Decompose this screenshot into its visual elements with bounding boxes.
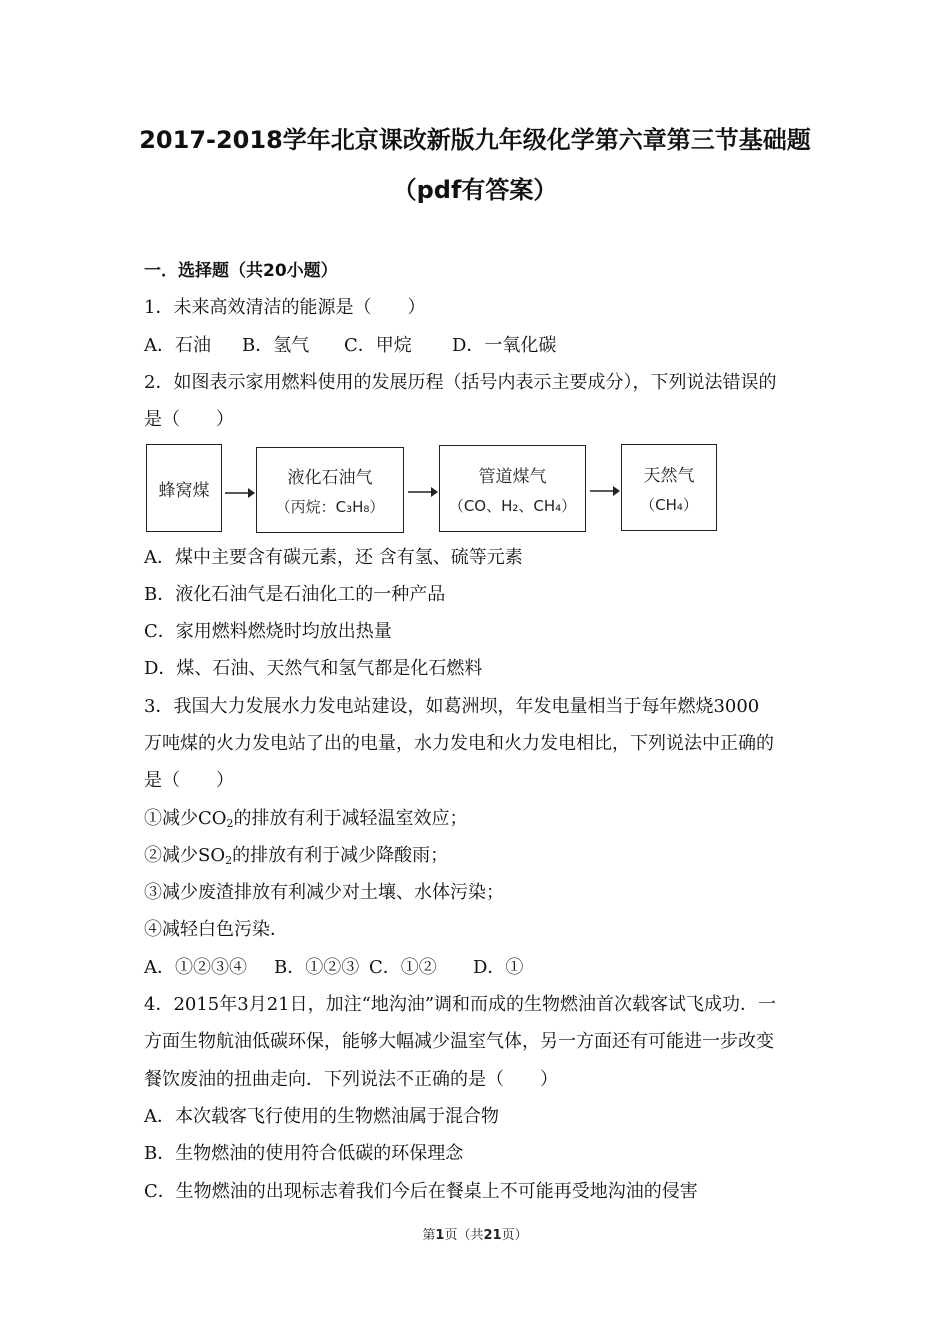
statement-2-subscript: 2 [225, 854, 233, 867]
q3-option-b: B．①②③ [274, 957, 360, 978]
page-total: 21 [483, 1228, 502, 1243]
page-footer [0, 1226, 950, 1246]
question-4-stem-line1: 4．2015年3月21日，加注“地沟油”调和而成的生物燃油首次载客试飞成功．一 [144, 994, 777, 1015]
q3-statement-3: ③减少废渣排放有利减少对土壤、水体污染； [144, 882, 504, 903]
question-2-stem-line1: 2．如图表示家用燃料使用的发展历程（括号内表示主要成分），下列说法错误的 [144, 372, 777, 393]
q1-option-d: D．一氧化碳 [452, 335, 557, 356]
statement-1-subscript: 2 [226, 817, 234, 830]
arrow-right-icon [589, 484, 621, 498]
q3-statement-4: ④减轻白色污染． [144, 919, 288, 940]
box-2-composition: （丙烷：C₃H₈） [275, 498, 385, 516]
diagram-box-lpg [256, 447, 404, 533]
page-number: 1 [435, 1228, 445, 1243]
box-3-name: 管道煤气 [478, 466, 547, 487]
box-4-composition: （CH₄） [640, 495, 698, 514]
q3-option-a: A．①②③④ [144, 957, 247, 978]
arrow-right-icon [224, 486, 256, 500]
question-3-stem-line1: 3．我国大力发展水力发电站建设，如葛洲坝，年发电量相当于每年燃烧3000 [144, 696, 760, 717]
q1-option-b: B．氢气 [242, 335, 310, 356]
statement-1-text-b: 的排放有利于减轻温室效应； [233, 808, 468, 829]
question-3-options [144, 956, 523, 980]
question-4-stem-line2: 方面生物航油低碳环保，能够大幅减少温室气体，另一方面还有可能进一步改变 [144, 1031, 774, 1052]
question-3-stem-line2: 万吨煤的火力发电站了出的电量，水力发电和火力发电相比，下列说法中正确的 [144, 733, 774, 754]
question-3-stem-line3: 是（ ） [144, 770, 234, 791]
q3-statement-2 [144, 844, 448, 873]
q2-option-b: B．液化石油气是石油化工的一种产品 [144, 584, 446, 605]
q2-option-c: C．家用燃料燃烧时均放出热量 [144, 621, 392, 642]
question-4-stem-line3: 餐饮废油的扭曲走向．下列说法不正确的是（ ） [144, 1069, 558, 1090]
diagram-box-pipeline-gas [439, 445, 586, 532]
q1-option-a: A．石油 [144, 335, 211, 356]
question-1-options [144, 334, 556, 358]
section-heading: 一．选择题（共20小题） [144, 261, 338, 281]
statement-2-text-b: 的排放有利于减少降酸雨； [232, 845, 449, 866]
q4-option-b: B．生物燃油的使用符合低碳的环保理念 [144, 1143, 464, 1164]
document-title-line1: 2017-2018学年北京课改新版九年级化学第六章第三节基础题 [139, 126, 811, 154]
q3-option-d: D．① [473, 957, 524, 978]
question-2-stem-line2: 是（ ） [144, 409, 234, 430]
box-3-composition: （CO、H₂、CH₄） [448, 496, 577, 515]
q2-option-d: D．煤、石油、天然气和氢气都是化石燃料 [144, 658, 483, 679]
statement-1-text-a: ①减少CO [144, 808, 227, 829]
document-title-line2: （pdf有答案） [392, 176, 558, 204]
statement-2-text-a: ②减少SO [144, 845, 226, 866]
box-2-name: 液化石油气 [287, 468, 373, 488]
footer-mid: 页（共 [444, 1228, 484, 1243]
arrow-right-icon [407, 485, 439, 499]
diagram-box-honeycomb-coal [146, 444, 222, 532]
box-4-name: 天然气 [643, 465, 695, 486]
question-1-stem: 1．未来高效清洁的能源是（ ） [144, 297, 426, 318]
box-1-label: 蜂窝煤 [158, 480, 210, 501]
q3-option-c: C．①② [369, 957, 437, 978]
q3-statement-1 [144, 807, 468, 836]
diagram-box-natural-gas [621, 444, 717, 531]
q4-option-a: A．本次载客飞行使用的生物燃油属于混合物 [144, 1106, 499, 1127]
q1-option-c: C．甲烷 [344, 335, 412, 356]
q4-option-c: C．生物燃油的出现标志着我们今后在餐桌上不可能再受地沟油的侵害 [144, 1181, 698, 1202]
footer-post: 页） [501, 1228, 528, 1243]
q2-option-a: A．煤中主要含有碳元素，还 含有氢、硫等元素 [144, 547, 523, 568]
footer-pre: 第 [422, 1228, 436, 1243]
